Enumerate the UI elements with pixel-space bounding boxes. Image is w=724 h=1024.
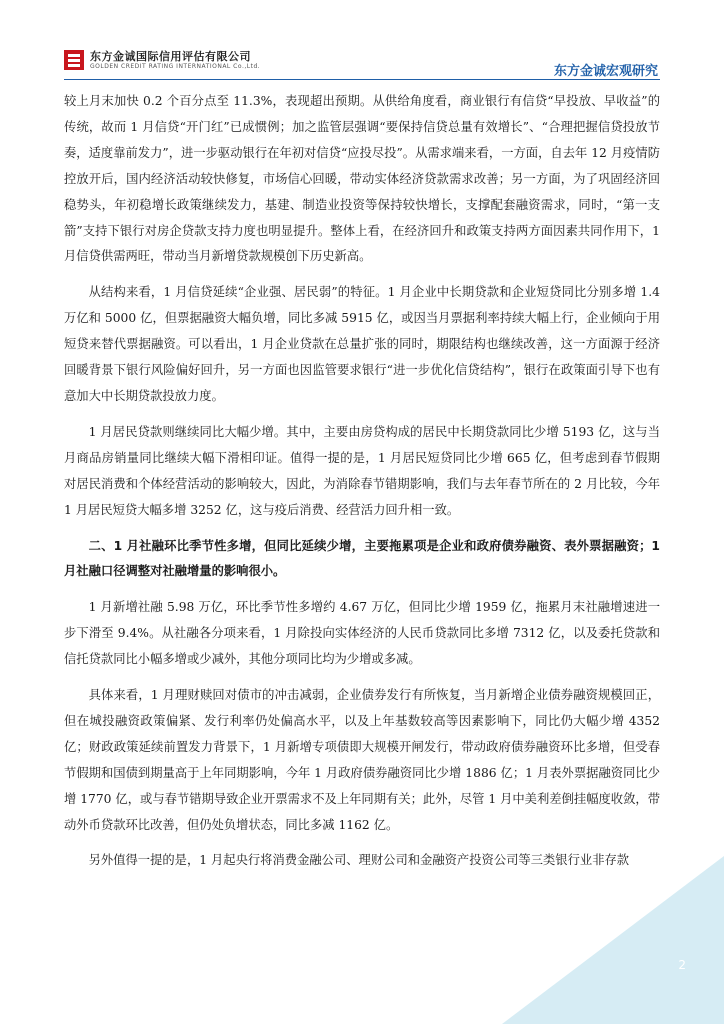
- page-header: [0, 0, 724, 80]
- paragraph: 1 月居民贷款则继续同比大幅少增。其中，主要由房贷构成的居民中长期贷款同比少增 5193 亿，这与当月商品房销量同比继续大幅下滑相印证。值得一提的是，1 月居民短贷同比少增 665 亿，但考虑到春节假期对居民消费和个体经营活动的影响较大，因此，为消除春节错期影响，我们与去年春节所在的 2 月比较，今年 1 月居民短贷大幅多增 3252 亿，这与疫后消费、经营活力回升相一致。: [64, 424, 660, 517]
- corner-decoration: [502, 856, 724, 1024]
- paragraph: 从结构来看，1 月信贷延续“企业强、居民弱”的特征。1 月企业中长期贷款和企业短贷同比分别多增 1.4 万亿和 5000 亿，但票据融资大幅负增，同比多减 5915 亿，或因当月票据利率持续大幅上行，企业倾向于用短贷来替代票据融资。可以看出，1 月企业贷款在总量扩张的同时，期限结构也继续改善，这一方面源于经济回暖背景下银行风险偏好回升，另一方面也因监管要求银行“进一步优化信贷结构”，银行在政策面引导下也有意加大中长期贷款投放力度。: [64, 285, 660, 403]
- company-logo: [64, 50, 260, 70]
- paragraph: 较上月末加快 0.2 个百分点至 11.3%，表现超出预期。从供给角度看，商业银行有信贷“早投放、早收益”的传统，故而 1 月信贷“开门红”已成惯例；加之监管层强调“要保持信贷总量有效增长”、“合理把握信贷投放节奏，适度靠前发力”，进一步驱动银行在年初对信贷“应投尽投”。从需求端来看，一方面，自去年 12 月疫情防控放开后，国内经济活动较快修复，市场信心回暖，带动实体经济贷款需求改善；另一方面，为了巩固经济回稳势头，年初稳增长政策继续发力，基建、制造业投资等保持较快增长，支撑配套融资需求，同时，“第一支箭”支持下银行对房企贷款支持力度也明显提升。整体上看，在经济回升和政策支持两方面因素共同作用下，1 月信贷供需两旺，带动当月新增贷款规模创下历史新高。: [64, 94, 660, 264]
- logo-company-name-cn: 东方金诚国际信用评估有限公司: [90, 49, 251, 63]
- logo-company-name-en: GOLDEN CREDIT RATING INTERNATIONAL Co.,Ltd.: [90, 62, 261, 70]
- page-number: 2: [678, 958, 686, 972]
- paragraph: 具体来看，1 月理财赎回对债市的冲击减弱，企业债券发行有所恢复，当月新增企业债券融资规模回正，但在城投融资政策偏紧、发行利率仍处偏高水平，以及上年基数较高等因素影响下，同比仍大幅少增 4352 亿；财政政策延续前置发力背景下，1 月新增专项债即大规模开闸发行，带动政府债券融资环比多增，但受春节假期和国债到期量高于上年同期影响，今年 1 月政府债券融资同比少增 1886 亿；1 月表外票据融资同比少增 1770 亿，或与春节错期导致企业开票需求不及上年同期有关；此外，尽管 1 月中美利差倒挂幅度收敛，带动外币贷款环比改善，但仍处负增状态，同比多减 1162 亿。: [64, 688, 660, 832]
- header-title: 东方金诚宏观研究: [553, 64, 658, 79]
- logo-mark-icon: [64, 50, 84, 70]
- section-heading: 二、1 月社融环比季节性多增，但同比延续少增，主要拖累项是企业和政府债券融资、表外票据融资；1 月社融口径调整对社融增量的影响很小。: [64, 538, 660, 579]
- header-divider: [64, 79, 660, 80]
- document-body: [64, 89, 660, 874]
- paragraph: 另外值得一提的是，1 月起央行将消费金融公司、理财公司和金融资产投资公司等三类银行业非存款: [88, 853, 630, 868]
- paragraph: 1 月新增社融 5.98 万亿，环比季节性多增约 4.67 万亿，但同比少增 1959 亿，拖累月末社融增速进一步下滑至 9.4%。从社融各分项来看，1 月除投向实体经济的人民币贷款同比多增 7312 亿，以及委托贷款和信托贷款同比小幅多增或少减外，其他分项同比均为少增或多减。: [64, 600, 660, 667]
